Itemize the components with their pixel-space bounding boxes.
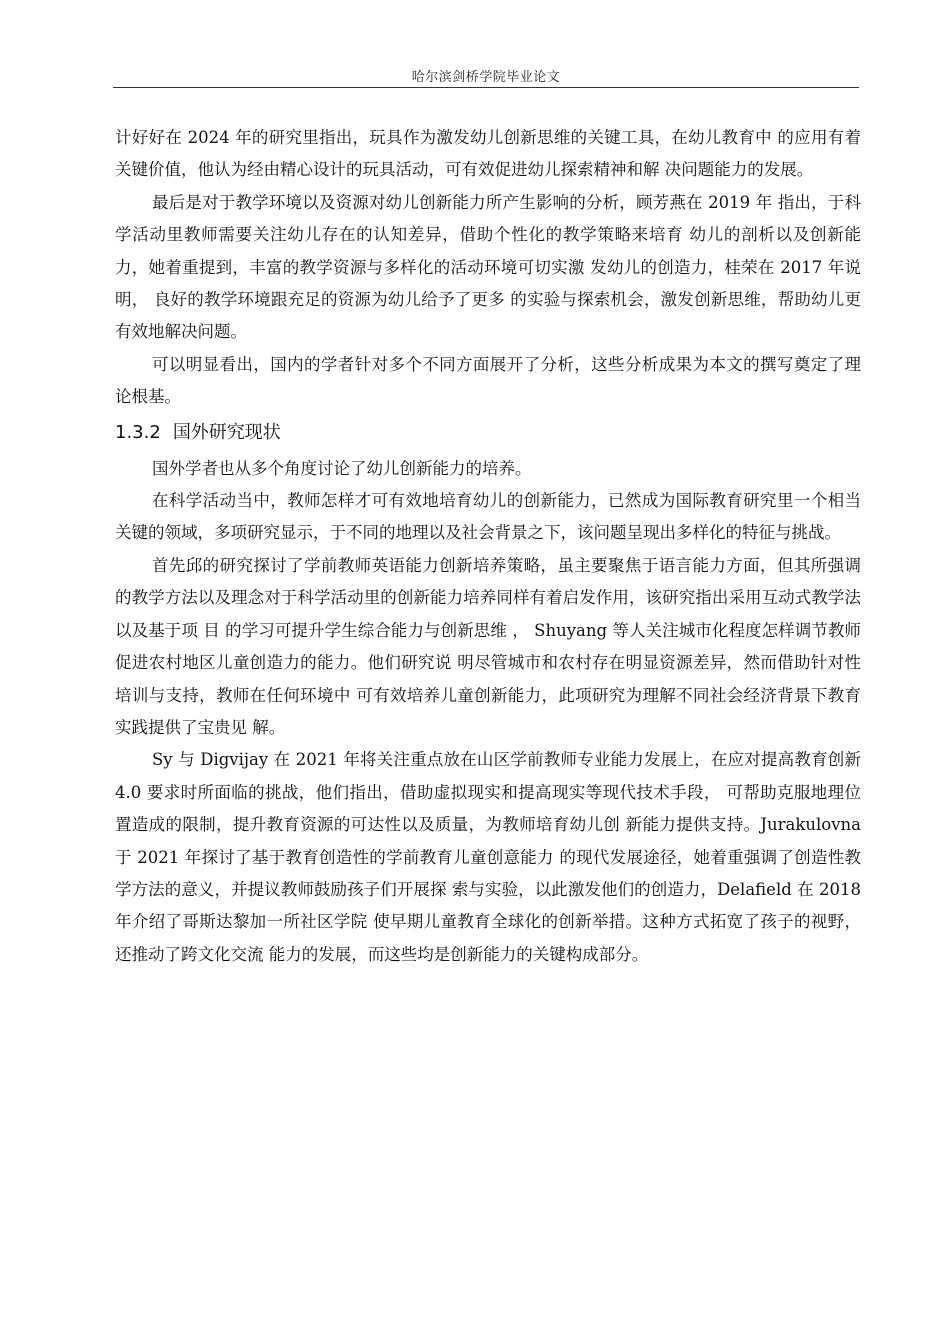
paragraph: 可以明显看出，国内的学者针对多个不同方面展开了分析，这些分析成果为本文的撰写奠定了理论根基。 xyxy=(115,354,861,407)
document-body xyxy=(115,122,861,971)
paragraph: 首先邱的研究探讨了学前教师英语能力创新培养策略，虽主要聚焦于语言能力方面，但其所强调的教学方法以及理念对于科学活动里的创新能力培养同样有着启发作用，该研究指出采用互动式教学法以及基于项 目 的学习可提升学生综合能力与创新思维 ， Shuyang 等人关注城市化程度怎样调节教师促进农村地区儿童创造力的能力。他们研究说 明尽管城市和农村存在明显资源差异，然而借助针对性培训与支持，教师在任何环境中 可有效培养儿童创新能力，此项研究为理解不同社会经济背景下教育实践提供了宝贵见 解。 xyxy=(115,555,861,737)
paragraph: 计好好在 2024 年的研究里指出，玩具作为激发幼儿创新思维的关键工具，在幼儿教育中 的应用有着关键价值，他认为经由精心设计的玩具活动，可有效促进幼儿探索精神和解 决问题能力的发展。 xyxy=(115,128,861,180)
paragraph: 最后是对于教学环境以及资源对幼儿创新能力所产生影响的分析，顾芳燕在 2019 年 指出，于科学活动里教师需要关注幼儿存在的认知差异，借助个性化的教学策略来培育 幼儿的剖析以及创新能力，她着重提到，丰富的教学资源与多样化的活动环境可切实激 发幼儿的创造力，桂荣在 2017 年说明， 良好的教学环境跟充足的资源为幼儿给予了更多 的实验与探索机会，激发创新思维，帮助幼儿更有效地解决问题。 xyxy=(115,192,861,342)
paragraph: 国外学者也从多个角度讨论了幼儿创新能力的培养。 xyxy=(152,458,532,478)
header-divider xyxy=(113,87,859,88)
section-number: 1.3.2 xyxy=(115,421,161,443)
section-title: 国外研究现状 xyxy=(172,421,281,443)
paragraph: Sy 与 Digvijay 在 2021 年将关注重点放在山区学前教师专业能力发展上，在应对提高教育创新 4.0 要求时所面临的挑战，他们指出，借助虚拟现实和提高现实等现代技术手段， 可帮助克服地理位置造成的限制，提升教育资源的可达性以及质量，为教师培育幼儿创 新能力提供支持。Jurakulovna 于 2021 年探讨了基于教育创造性的学前教育儿童创意能力 的现代发展途径，她着重强调了创造性教学方法的意义，并提议教师鼓励孩子们开展探 索与实验，以此激发他们的创造力，Delafield 在 2018 年介绍了哥斯达黎加一所社区学院 使早期儿童教育全球化的创新举措。这种方式拓宽了孩子的视野，还推动了跨文化交流 能力的发展，而这些均是创新能力的关键构成部分。 xyxy=(115,750,861,964)
paragraph: 在科学活动当中，教师怎样才可有效地培育幼儿的创新能力，已然成为国际教育研究里一个相当关键的领域，多项研究显示，于不同的地理以及社会背景之下，该问题呈现出多样化的特征与挑战。 xyxy=(115,491,861,543)
section-heading xyxy=(115,417,861,449)
page-header: 哈尔滨剑桥学院毕业论文 xyxy=(411,70,561,85)
